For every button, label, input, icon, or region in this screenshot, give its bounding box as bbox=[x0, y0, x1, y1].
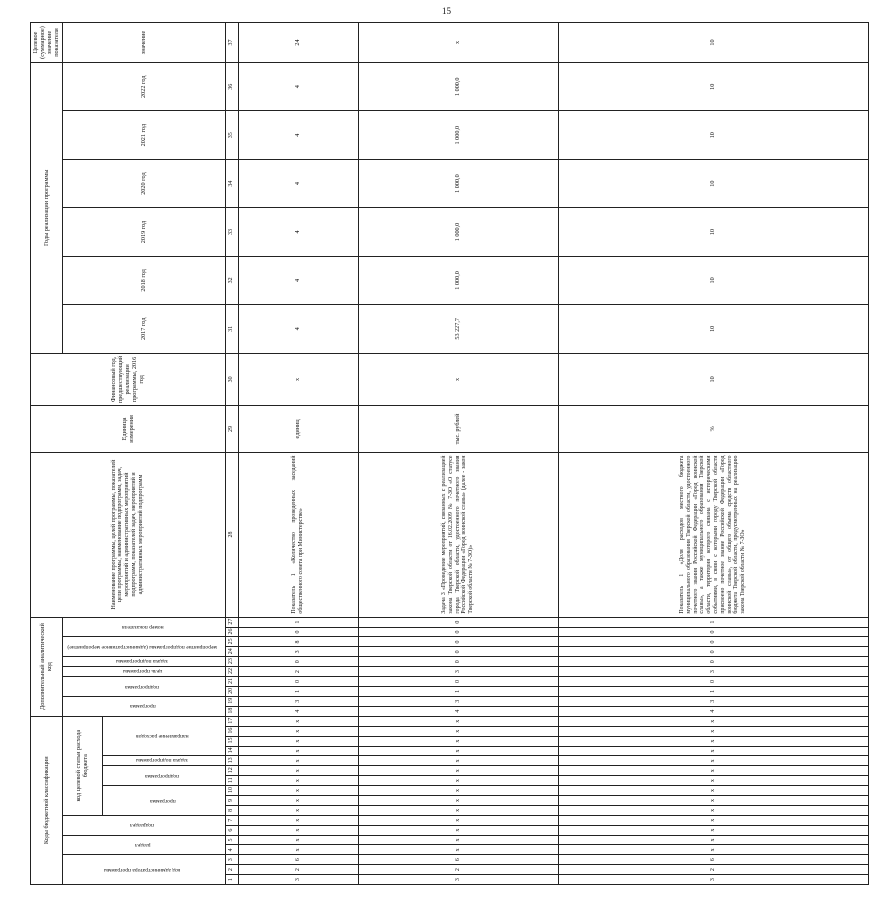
years-group-header: Годы реализации программы bbox=[31, 63, 63, 354]
csr-task-header: задача подпрограммы bbox=[136, 757, 189, 764]
code-cell: x bbox=[238, 746, 358, 756]
code-cell: 3 bbox=[238, 875, 358, 885]
code-cell: x bbox=[238, 795, 358, 805]
fin-2016-header: Финансовый год, предшествующий реализации программы, 2016 год bbox=[31, 353, 226, 406]
code-cell: x bbox=[558, 845, 868, 855]
row-target: x bbox=[358, 23, 558, 63]
csr-subprogram-header: подпрограмма bbox=[145, 772, 180, 779]
code-cell: 3 bbox=[238, 696, 358, 706]
code-cell: 6 bbox=[238, 855, 358, 865]
code-cell: x bbox=[558, 835, 868, 845]
y2017-header: 2017 год bbox=[62, 305, 225, 353]
code-cell: x bbox=[358, 805, 558, 815]
column-number-cell: 30 bbox=[225, 353, 238, 406]
row-unit: тыс. рублей bbox=[358, 406, 558, 452]
dop-subprogram-header: подпрограмма bbox=[125, 683, 160, 690]
csr-program-header: программа bbox=[149, 797, 176, 804]
column-number-cell: 10 bbox=[225, 786, 238, 796]
year-value-cell: 1 000,0 bbox=[358, 208, 558, 256]
code-cell: x bbox=[238, 825, 358, 835]
year-value-cell: 1 000,0 bbox=[358, 111, 558, 159]
code-cell: x bbox=[238, 716, 358, 726]
column-number-cell: 17 bbox=[225, 716, 238, 726]
column-number-cell: 16 bbox=[225, 726, 238, 736]
code-cell: x bbox=[558, 746, 868, 756]
code-cell: 0 bbox=[238, 657, 358, 667]
row-target: 24 bbox=[238, 23, 358, 63]
row-name: Показатель 1 «Доля расходов местного бюджета муниципального образования Тверской области, удостоенного почетного звания Российской Федерации «Город воинской славы», а также муниципального образования Тверской области, территория которого связана с историческими событиями, в связи с которыми городу Тверской области присвоено почетное звание Российской Федерации «Город воинской славы», от общего объема средств областного бюджета Тверской области, предусмотренных на реализацию закона Тверской области № 7-ЗО» bbox=[558, 452, 868, 617]
code-cell: 1 bbox=[558, 686, 868, 696]
year-value-cell: 10 bbox=[558, 208, 868, 256]
code-cell: 0 bbox=[358, 657, 558, 667]
code-cell: 3 bbox=[558, 667, 868, 677]
column-number-cell: 24 bbox=[225, 647, 238, 657]
code-cell: x bbox=[358, 716, 558, 726]
column-numbers-row bbox=[225, 23, 238, 885]
y2019-header: 2019 год bbox=[62, 208, 225, 256]
code-cell: x bbox=[558, 726, 868, 736]
year-value-cell: 1 000,0 bbox=[358, 63, 558, 111]
y2018-header: 2018 год bbox=[62, 256, 225, 304]
code-cell: x bbox=[358, 736, 558, 746]
column-number-cell: 18 bbox=[225, 706, 238, 716]
code-cell: 2 bbox=[558, 865, 868, 875]
year-value-cell: 53 227,7 bbox=[358, 305, 558, 353]
code-cell: 3 bbox=[558, 875, 868, 885]
column-number-cell: 3 bbox=[225, 855, 238, 865]
code-cell: 0 bbox=[558, 657, 868, 667]
row-name: Задача 3 «Проведение мероприятий, связанных с реализацией закона Тверской области от 16.02.2009 № 7-ЗО «О статусе города Тверской области, удостоенного почетного звания Российской Федерации «Город воинской славы» (далее - закон Тверской области № 7-ЗО)» bbox=[358, 452, 558, 617]
code-cell: 6 bbox=[358, 855, 558, 865]
column-number-cell: 33 bbox=[225, 208, 238, 256]
code-cell: 1 bbox=[238, 686, 358, 696]
column-number-cell: 37 bbox=[225, 23, 238, 63]
column-number-cell: 19 bbox=[225, 696, 238, 706]
y2022-header: 2022 год bbox=[62, 63, 225, 111]
code-cell: 0 bbox=[238, 627, 358, 637]
code-cell: x bbox=[558, 736, 868, 746]
code-cell: 8 bbox=[238, 637, 358, 647]
code-cell: 0 bbox=[558, 647, 868, 657]
column-number-cell: 12 bbox=[225, 766, 238, 776]
year-value-cell: 4 bbox=[238, 63, 358, 111]
code-cell: 0 bbox=[558, 637, 868, 647]
year-value-cell: 4 bbox=[238, 305, 358, 353]
code-cell: x bbox=[358, 786, 558, 796]
code-cell: x bbox=[558, 795, 868, 805]
row-fin-2016: 10 bbox=[558, 353, 868, 406]
code-cell: x bbox=[358, 835, 558, 845]
code-cell: 3 bbox=[558, 696, 868, 706]
dop-event-header: мероприятие подпрограммы (административное мероприятие) bbox=[67, 644, 218, 651]
year-value-cell: 10 bbox=[558, 111, 868, 159]
code-cell: x bbox=[358, 726, 558, 736]
column-number-cell: 26 bbox=[225, 627, 238, 637]
code-cell: x bbox=[358, 776, 558, 786]
code-cell: x bbox=[558, 825, 868, 835]
code-cell: 0 bbox=[358, 627, 558, 637]
column-number-cell: 29 bbox=[225, 406, 238, 452]
y2020-header: 2020 год bbox=[62, 159, 225, 207]
target-group-header: Целевое (суммарное) значение показателя bbox=[31, 23, 63, 63]
column-number-cell: 21 bbox=[225, 677, 238, 687]
code-cell: x bbox=[358, 756, 558, 766]
year-value-cell: 4 bbox=[238, 256, 358, 304]
code-cell: 4 bbox=[558, 706, 868, 716]
column-number-cell: 1 bbox=[225, 875, 238, 885]
column-number-cell: 14 bbox=[225, 746, 238, 756]
column-number-cell: 13 bbox=[225, 756, 238, 766]
dop-task-header: задача подпрограммы bbox=[116, 658, 169, 665]
name-header: Наименование программы, целей программы, показателей цели программы, наименование подпрограмм, задач, мероприятий и административных мероприятий подпрограмм, показателей задач, мероприятий и административных мероприятий подпрограмм bbox=[31, 452, 226, 617]
code-cell: x bbox=[238, 835, 358, 845]
column-number-cell: 20 bbox=[225, 686, 238, 696]
code-cell: x bbox=[238, 736, 358, 746]
column-number-cell: 5 bbox=[225, 835, 238, 845]
column-number-cell: 6 bbox=[225, 825, 238, 835]
column-number-cell: 4 bbox=[225, 845, 238, 855]
table-row bbox=[558, 23, 868, 885]
code-cell: 0 bbox=[358, 647, 558, 657]
admin-code-header: код администратора программы bbox=[104, 866, 181, 873]
code-cell: 0 bbox=[238, 677, 358, 687]
code-cell: x bbox=[558, 756, 868, 766]
column-number-cell: 23 bbox=[225, 657, 238, 667]
row-name: Показатель 1 «Количество проведенных заседаний общественного совета при Министерстве» bbox=[238, 452, 358, 617]
code-cell: x bbox=[358, 825, 558, 835]
code-cell: 3 bbox=[358, 667, 558, 677]
code-cell: 0 bbox=[358, 617, 558, 627]
code-cell: x bbox=[238, 786, 358, 796]
year-value-cell: 4 bbox=[238, 111, 358, 159]
podrazdel-header: подраздел bbox=[130, 822, 155, 829]
code-cell: 0 bbox=[358, 637, 558, 647]
column-number-cell: 8 bbox=[225, 805, 238, 815]
column-number-cell: 2 bbox=[225, 865, 238, 875]
code-cell: 6 bbox=[558, 855, 868, 865]
code-cell: x bbox=[238, 726, 358, 736]
year-value-cell: 10 bbox=[558, 256, 868, 304]
code-cell: x bbox=[358, 815, 558, 825]
year-value-cell: 4 bbox=[238, 208, 358, 256]
row-unit: % bbox=[558, 406, 868, 452]
code-cell: 1 bbox=[238, 617, 358, 627]
dop-program-header: программа bbox=[129, 703, 156, 710]
code-cell: 2 bbox=[358, 865, 558, 875]
column-number-cell: 36 bbox=[225, 63, 238, 111]
code-cell: x bbox=[238, 776, 358, 786]
target-value-header: значение bbox=[62, 23, 225, 63]
dop-group-header: Дополнительный аналитический код bbox=[31, 617, 63, 716]
row-fin-2016: x bbox=[358, 353, 558, 406]
code-cell: 0 bbox=[558, 677, 868, 687]
column-number-cell: 22 bbox=[225, 667, 238, 677]
code-cell: 0 bbox=[558, 627, 868, 637]
code-cell: 2 bbox=[238, 865, 358, 875]
column-number-cell: 32 bbox=[225, 256, 238, 304]
column-number-cell: 9 bbox=[225, 795, 238, 805]
code-cell: 1 bbox=[558, 617, 868, 627]
code-cell: x bbox=[358, 845, 558, 855]
code-cell: x bbox=[558, 786, 868, 796]
column-number-cell: 15 bbox=[225, 736, 238, 746]
dop-indicator-header: номер показателя bbox=[121, 624, 164, 631]
code-cell: x bbox=[358, 795, 558, 805]
code-cell: x bbox=[238, 766, 358, 776]
code-cell: x bbox=[238, 805, 358, 815]
year-value-cell: 10 bbox=[558, 159, 868, 207]
column-number-cell: 35 bbox=[225, 111, 238, 159]
column-number-cell: 11 bbox=[225, 776, 238, 786]
row-unit: единиц bbox=[238, 406, 358, 452]
csr-group-header: код целевой статьи расхода бюджета bbox=[62, 716, 102, 815]
year-value-cell: 10 bbox=[558, 63, 868, 111]
year-value-cell: 1 000,0 bbox=[358, 159, 558, 207]
code-cell: 0 bbox=[358, 677, 558, 687]
column-number-cell: 25 bbox=[225, 637, 238, 647]
code-cell: 4 bbox=[358, 706, 558, 716]
y2021-header: 2021 год bbox=[62, 111, 225, 159]
code-cell: 3 bbox=[358, 875, 558, 885]
code-cell: 3 bbox=[358, 696, 558, 706]
table-row bbox=[358, 23, 558, 885]
code-cell: x bbox=[358, 746, 558, 756]
code-cell: x bbox=[358, 766, 558, 776]
column-number-cell: 28 bbox=[225, 452, 238, 617]
code-cell: x bbox=[238, 845, 358, 855]
code-cell: 2 bbox=[238, 667, 358, 677]
column-number-cell: 34 bbox=[225, 159, 238, 207]
code-cell: x bbox=[558, 766, 868, 776]
column-number-cell: 7 bbox=[225, 815, 238, 825]
code-cell: x bbox=[558, 776, 868, 786]
column-number-cell: 31 bbox=[225, 305, 238, 353]
year-value-cell: 4 bbox=[238, 159, 358, 207]
razdel-header: раздел bbox=[134, 842, 151, 849]
code-cell: x bbox=[558, 815, 868, 825]
dop-goal-header: цель программы bbox=[122, 668, 163, 675]
code-cell: 4 bbox=[238, 706, 358, 716]
row-target: 10 bbox=[558, 23, 868, 63]
code-cell: x bbox=[238, 815, 358, 825]
code-cell: x bbox=[238, 756, 358, 766]
code-cell: x bbox=[558, 805, 868, 815]
column-number-cell: 27 bbox=[225, 617, 238, 627]
program-table bbox=[30, 22, 869, 885]
table-row bbox=[238, 23, 358, 885]
code-cell: 1 bbox=[358, 686, 558, 696]
code-cell: x bbox=[558, 716, 868, 726]
csr-direction-header: направление расходов bbox=[136, 733, 189, 740]
code-cell: 3 bbox=[238, 647, 358, 657]
page-number: 15 bbox=[442, 6, 451, 16]
kbk-group-header: Коды бюджетной классификации bbox=[31, 716, 63, 884]
row-fin-2016: x bbox=[238, 353, 358, 406]
unit-header: Единица измерения bbox=[31, 406, 226, 452]
year-value-cell: 1 000,0 bbox=[358, 256, 558, 304]
year-value-cell: 10 bbox=[558, 305, 868, 353]
